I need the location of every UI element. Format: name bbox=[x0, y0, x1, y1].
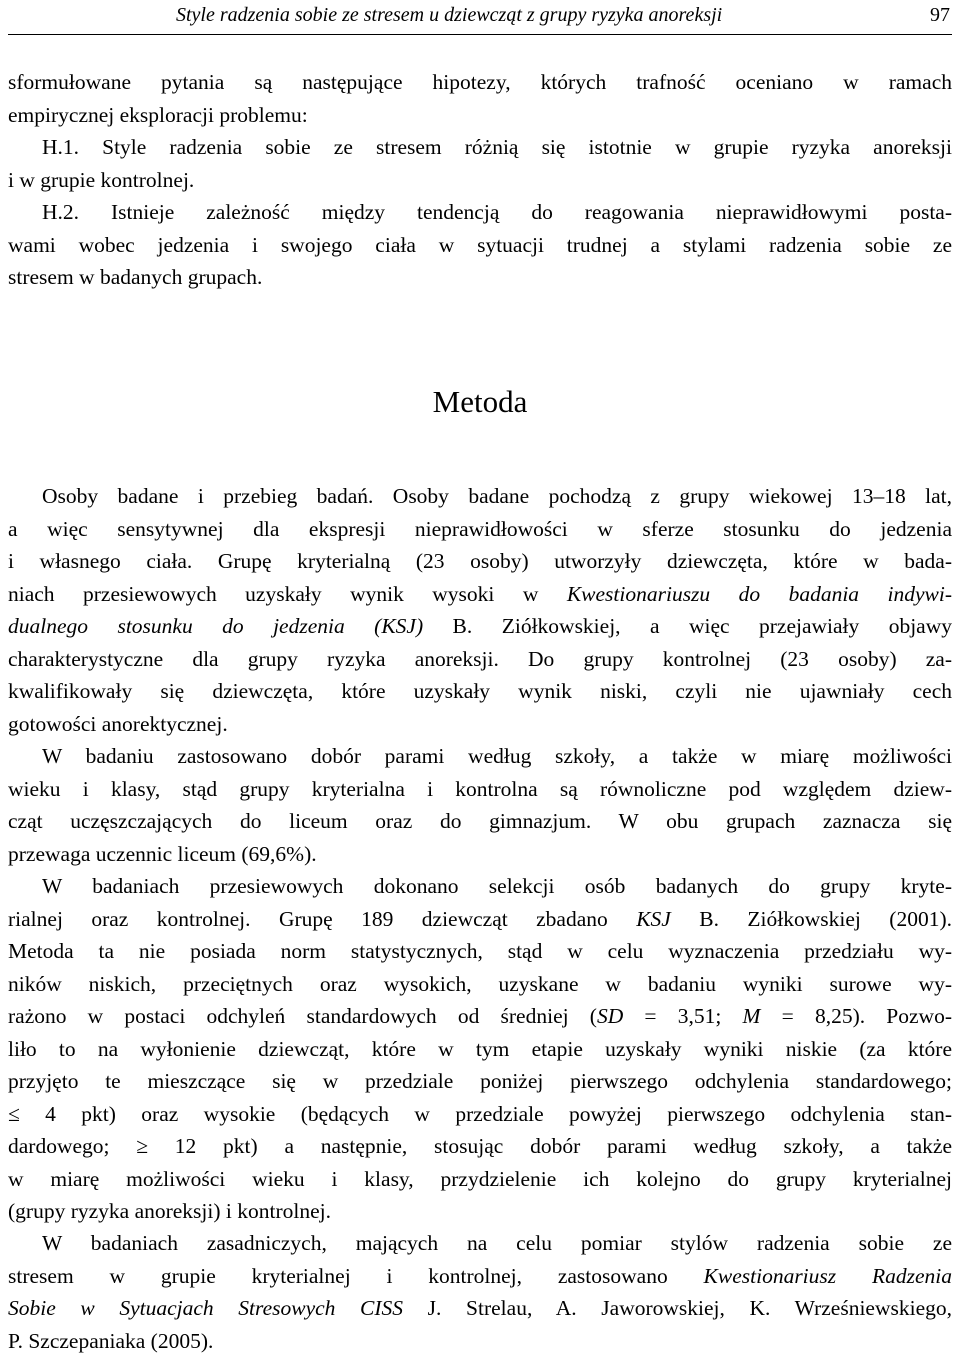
text-line bbox=[8, 1000, 952, 1033]
text-run: rialnej oraz kontrolnej. Grupę 189 dziewcząt zbadano bbox=[8, 907, 636, 931]
running-header bbox=[8, 2, 952, 28]
text-line: i w grupie kontrolnej. bbox=[8, 164, 952, 197]
text-line: a więc sensytywnej dla ekspresji nieprawidłowości w sferze stosunku do jedzenia bbox=[8, 513, 952, 546]
text-line: gotowości anorektycznej. bbox=[8, 708, 952, 741]
text-run: stresem w grupie kryterialnej i kontrolnej, zastosowano bbox=[8, 1264, 704, 1288]
text-line: liło to na wyłonienie dziewcząt, które w tym etapie uzyskały wyniki niskie (za które bbox=[8, 1033, 952, 1066]
text-line: (grupy ryzyka anoreksji) i kontrolnej. bbox=[8, 1195, 952, 1228]
text-line: kwalifikowały się dziewczęta, które uzyskały wynik niski, czyli nie ujawniały cech bbox=[8, 675, 952, 708]
page-number: 97 bbox=[930, 2, 950, 28]
questionnaire-title: Sobie w Sytuacjach Stresowych CISS bbox=[8, 1296, 403, 1320]
text-line bbox=[8, 903, 952, 936]
paragraph-matching bbox=[8, 740, 952, 870]
text-line: H.2. Istnieje zależność między tendencją do reagowania nieprawidłowymi posta- bbox=[8, 196, 952, 229]
text-run: = 3,51; bbox=[623, 1004, 742, 1028]
running-title: Style radzenia sobie ze stresem u dziewcząt z grupy ryzyka anoreksji bbox=[176, 2, 722, 28]
text-line bbox=[8, 610, 952, 643]
questionnaire-title: dualnego stosunku do jedzenia (KSJ) bbox=[8, 614, 423, 638]
text-line: P. Szczepaniaka (2005). bbox=[8, 1325, 952, 1357]
text-run: B. Ziółkowskiej (2001). bbox=[671, 907, 952, 931]
text-line: W badaniach zasadniczych, mających na celu pomiar stylów radzenia sobie ze bbox=[8, 1227, 952, 1260]
text-line: ników niskich, przeciętnych oraz wysokich, uzyskane w badaniu wyniki surowe wy- bbox=[8, 968, 952, 1001]
text-line: W badaniu zastosowano dobór parami według szkoły, a także w miarę możliwości bbox=[8, 740, 952, 773]
text-run: rażono w postaci odchyleń standardowych od średniej ( bbox=[8, 1004, 597, 1028]
questionnaire-title: Kwestionariuszu do badania indywi- bbox=[567, 582, 952, 606]
text-line: wami wobec jedzenia i swojego ciała w sytuacji trudnej a stylami radzenia sobie ze bbox=[8, 229, 952, 262]
text-run: niach przesiewowych uzyskały wynik wysoki w bbox=[8, 582, 567, 606]
statistic-symbol: SD bbox=[597, 1004, 623, 1028]
text-line: i własnego ciała. Grupę kryterialną (23 osoby) utworzyły dziewczęta, które w bada- bbox=[8, 545, 952, 578]
hypothesis-2 bbox=[8, 196, 952, 294]
text-line: dardowego; ≥ 12 pkt) a następnie, stosując dobór parami według szkoły, a także bbox=[8, 1130, 952, 1163]
text-line: empirycznej eksploracji problemu: bbox=[8, 99, 952, 132]
paragraph-participants bbox=[8, 480, 952, 740]
text-run: J. Strelau, A. Jaworowskiej, K. Wrześniewskiego, bbox=[403, 1296, 952, 1320]
abbreviation: KSJ bbox=[636, 907, 671, 931]
text-run: = 8,25). Pozwo- bbox=[760, 1004, 952, 1028]
paragraph-ciss bbox=[8, 1227, 952, 1357]
text-line: wieku i klasy, stąd grupy kryterialna i kontrolna są równoliczne pod względem dziew- bbox=[8, 773, 952, 806]
text-line: ≤ 4 pkt) oraz wysokie (będących w przedziale powyżej pierwszego odchylenia stan- bbox=[8, 1098, 952, 1131]
text-line: Osoby badane i przebieg badań. Osoby badane pochodzą z grupy wiekowej 13–18 lat, bbox=[8, 480, 952, 513]
text-line: przewaga uczennic liceum (69,6%). bbox=[8, 838, 952, 871]
text-line: Metoda ta nie posiada norm statystycznych, stąd w celu wyznaczenia przedziału wy- bbox=[8, 935, 952, 968]
text-line: W badaniach przesiewowych dokonano selekcji osób badanych do grupy kryte- bbox=[8, 870, 952, 903]
text-line bbox=[8, 578, 952, 611]
text-run: B. Ziółkowskiej, a więc przejawiały objawy bbox=[423, 614, 952, 638]
text-line bbox=[8, 1260, 952, 1293]
text-line: przyjęto te mieszczące się w przedziale poniżej pierwszego odchylenia standardowego; bbox=[8, 1065, 952, 1098]
statistic-symbol: M bbox=[743, 1004, 761, 1028]
questionnaire-title: Kwestionariusz Radzenia bbox=[704, 1264, 952, 1288]
text-line bbox=[8, 1292, 952, 1325]
text-line: sformułowane pytania są następujące hipotezy, których trafność oceniano w ramach bbox=[8, 66, 952, 99]
text-line: charakterystyczne dla grupy ryzyka anoreksji. Do grupy kontrolnej (23 osoby) za- bbox=[8, 643, 952, 676]
hypothesis-1 bbox=[8, 131, 952, 196]
text-line: cząt uczęszczających do liceum oraz do gimnazjum. W obu grupach zaznacza się bbox=[8, 805, 952, 838]
header-rule bbox=[8, 34, 952, 35]
intro-paragraph bbox=[8, 66, 952, 131]
paragraph-screening bbox=[8, 870, 952, 1228]
text-line: stresem w badanych grupach. bbox=[8, 261, 952, 294]
section-heading: Metoda bbox=[0, 380, 960, 424]
text-line: w miarę możliwości wieku i klasy, przydzielenie ich kolejno do grupy kryterialnej bbox=[8, 1163, 952, 1196]
text-line: H.1. Style radzenia sobie ze stresem różnią się istotnie w grupie ryzyka anoreksji bbox=[8, 131, 952, 164]
